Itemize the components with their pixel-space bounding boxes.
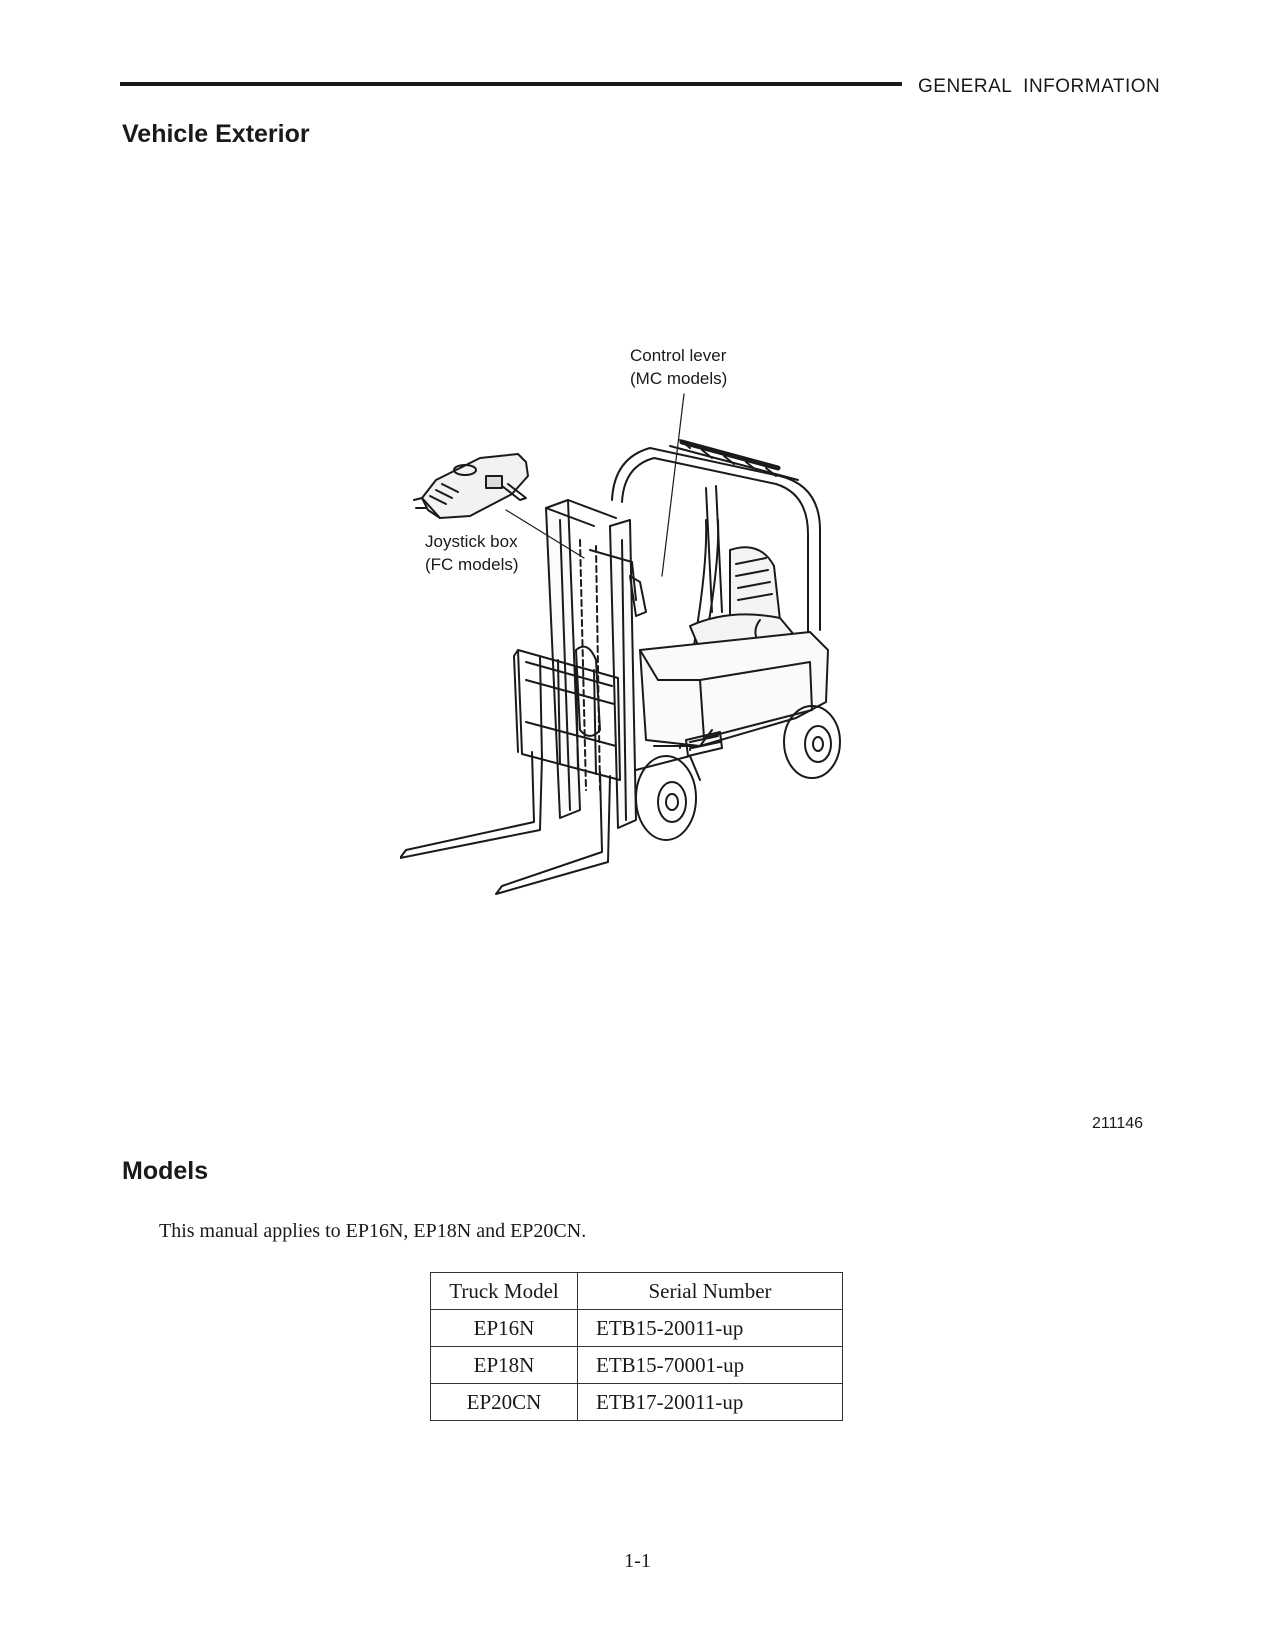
joystick-line2: (FC models) <box>425 555 519 574</box>
column-header: Truck Model <box>431 1273 578 1310</box>
figure-number: 211146 <box>1092 1115 1144 1132</box>
vehicle-exterior-heading: Vehicle Exterior <box>122 120 310 148</box>
table-row <box>431 1347 843 1384</box>
control-lever-label <box>630 344 727 390</box>
table-row <box>431 1310 843 1347</box>
section-title: GENERAL INFORMATION <box>918 76 1161 97</box>
front-wheel-drawing <box>636 756 700 840</box>
table-header-row <box>431 1273 843 1310</box>
header-rule <box>120 82 902 86</box>
truck-model-cell: EP20CN <box>431 1384 578 1421</box>
models-table <box>430 1272 843 1421</box>
table-row <box>431 1384 843 1421</box>
rear-wheel-drawing <box>784 706 840 778</box>
column-header: Serial Number <box>578 1273 843 1310</box>
truck-model-cell: EP18N <box>431 1347 578 1384</box>
models-intro-text: This manual applies to EP16N, EP18N and EP20CN. <box>159 1220 587 1242</box>
mast-drawing <box>546 500 646 828</box>
control-lever-line1: Control lever <box>630 346 727 365</box>
serial-number-cell: ETB15-20011-up <box>578 1310 843 1347</box>
control-lever-line2: (MC models) <box>630 369 728 388</box>
joystick-line1: Joystick box <box>425 532 518 551</box>
forklift-illustration <box>400 346 900 950</box>
joystick-box-drawing <box>414 454 528 518</box>
control-lever-leader <box>662 394 684 576</box>
truck-model-cell: EP16N <box>431 1310 578 1347</box>
serial-number-cell: ETB17-20011-up <box>578 1384 843 1421</box>
serial-number-cell: ETB15-70001-up <box>578 1347 843 1384</box>
models-heading: Models <box>122 1157 209 1185</box>
page-number: 1-1 <box>624 1550 651 1572</box>
truck-body-drawing <box>640 632 828 756</box>
joystick-box-label <box>425 530 519 576</box>
